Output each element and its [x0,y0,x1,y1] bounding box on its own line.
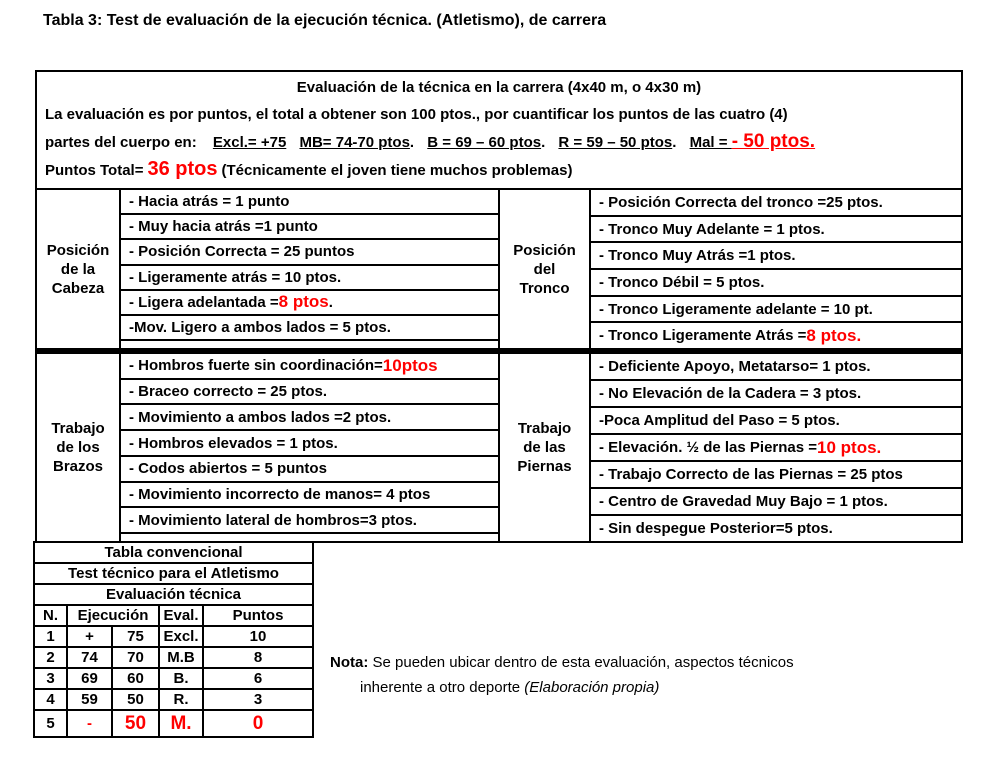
scale-prefix: partes del cuerpo en: [45,134,197,151]
scale-excl: Excl.= +75 [212,134,287,151]
scale-mal-value: - 50 ptos. [731,131,816,152]
criterion-text: - Tronco Muy Adelante = 1 ptos. [599,220,825,238]
cell-e2: 50 [112,710,159,737]
col-header-ejecucion: Ejecución [67,605,159,626]
cell-n: 5 [34,710,67,737]
points-intro: La evaluación es por puntos, el total a obtener son 100 ptos., por cuantificar los puntos de las cuatro (4) [45,106,788,123]
criterion-text: - Sin despegue Posterior=5 ptos. [599,520,833,537]
conv-header-row [34,605,313,626]
grading-scale-line [45,128,953,156]
conv-title-2: Test técnico para el Atletismo [34,563,313,584]
criterion-row [121,354,498,380]
col-header-puntos: Puntos [203,605,313,626]
quadrant-label-cabeza [37,190,121,348]
evaluation-table [35,70,963,543]
criterion-row [591,435,961,462]
criterion-text: - Tronco Débil = 5 ptos. [599,273,765,291]
label-line: de los [56,439,100,456]
note-source: (Elaboración propia) [524,679,660,696]
criterion-row [591,354,961,381]
note-block [330,650,950,700]
criterion-row [121,431,498,457]
criteria-list-piernas [591,354,961,541]
criterion-row [121,291,498,316]
criterion-row [591,408,961,435]
table-header-cell [37,72,961,190]
label-line: Cabeza [51,279,105,297]
cell-e2: 60 [112,668,159,689]
quadrant-label-piernas [498,354,591,541]
quadrant-label-tronco [498,190,591,348]
table-row [34,668,313,689]
top-quadrant-row [37,190,961,354]
scale-mal-label: Mal = [689,134,732,151]
criterion-red: 8 ptos [278,292,329,312]
cell-puntos: 10 [203,626,313,647]
criterion-red: 10 ptos. [817,437,882,457]
quadrant-label-brazos [37,354,121,541]
criterion-row [121,483,498,509]
scale-r: R = 59 – 50 ptos [558,134,673,151]
criterion-text: - Centro de Gravedad Muy Bajo = 1 ptos. [599,493,888,510]
cell-eval: Excl. [159,626,203,647]
cell-eval: R. [159,689,203,710]
criterion-text: -Mov. Ligero a ambos lados = 5 ptos. [129,318,391,336]
conv-title-row [34,542,313,563]
label-line: Piernas [517,458,572,475]
label-line: de la [60,260,96,278]
conv-title-row [34,584,313,605]
criterion-text: - Hombros elevados = 1 ptos. [129,434,338,452]
criterion-row [591,323,961,348]
cell-e2: 75 [112,626,159,647]
cell-e1: + [67,626,112,647]
total-note: (Técnicamente el joven tiene muchos problemas) [221,162,573,179]
label-line: de las [523,439,566,456]
total-value: 36 ptos [147,158,218,180]
col-header-eval: Eval. [159,605,203,626]
criterion-text: - Deficiente Apoyo, Metatarso= 1 ptos. [599,358,871,375]
label-line: Posición [46,241,110,259]
criterion-row [121,266,498,291]
label-line: del [533,260,556,278]
scale-mb: MB= 74-70 ptos [299,134,410,151]
criterion-text: - Movimiento incorrecto de manos= 4 ptos [129,485,431,503]
criterion-row [591,190,961,217]
criterion-text: - Hombros fuerte sin coordinación= [129,357,383,375]
bottom-quadrant-row [37,354,961,541]
criterion-row [591,217,961,244]
note-text: inherente a otro deporte [360,679,521,696]
criteria-list-tronco [591,190,961,348]
criterion-row [591,381,961,408]
cell-puntos: 6 [203,668,313,689]
criterion-row [591,270,961,297]
criterion-text: - Hacia atrás = 1 punto [129,193,290,211]
scale-b: B = 69 – 60 ptos [427,134,542,151]
criterion-row [591,297,961,324]
note-line1 [330,650,950,675]
note-line2 [330,675,950,700]
label-line: Posición [513,241,576,259]
criterion-red: 10ptos [382,355,438,375]
criterion-text: - Movimiento lateral de hombros=3 ptos. [129,511,417,529]
criterion-row [121,215,498,240]
table-title: Evaluación de la técnica en la carrera (4x40 m, o 4x30 m) [296,79,702,96]
cell-e2: 50 [112,689,159,710]
col-header-n: N. [34,605,67,626]
criterion-row [121,405,498,431]
table-row [34,710,313,737]
cell-e2: 70 [112,647,159,668]
conv-title-row [34,563,313,584]
criterion-text: - Muy hacia atrás =1 punto [129,218,318,236]
scale-r-sep: . [672,134,677,151]
criterion-text: - Trabajo Correcto de las Piernas = 25 ptos [599,466,903,483]
cell-puntos: 3 [203,689,313,710]
total-label: Puntos Total= [45,162,144,179]
label-line: Brazos [52,458,104,475]
criterion-text: - Posición Correcta del tronco =25 ptos. [599,193,883,211]
label-line: Trabajo [517,420,572,437]
criterion-text: - Posición Correcta = 25 puntos [129,243,355,261]
conventional-table [33,541,314,738]
cell-n: 3 [34,668,67,689]
cell-puntos: 8 [203,647,313,668]
criterion-tail: . [328,293,333,311]
cell-eval: B. [159,668,203,689]
criterion-row [121,380,498,406]
cell-n: 2 [34,647,67,668]
cell-n: 1 [34,626,67,647]
criterion-text: - Codos abiertos = 5 puntos [129,460,327,478]
cell-e1: 59 [67,689,112,710]
cell-n: 4 [34,689,67,710]
criterion-text: - Tronco Muy Atrás =1 ptos. [599,247,796,265]
conv-title-3: Evaluación técnica [34,584,313,605]
criterion-row [121,457,498,483]
criterion-row [591,462,961,489]
criterion-red: 8 ptos. [806,325,862,345]
criterion-row [121,190,498,215]
criterion-text: - Ligeramente atrás = 10 ptos. [129,268,342,286]
criteria-list-cabeza [121,190,498,348]
note-text: Se pueden ubicar dentro de esta evaluación, aspectos técnicos [372,654,794,671]
criterion-text: - Elevación. ½ de las Piernas = [599,439,818,456]
label-line: Tronco [519,279,570,297]
criterion-text: - Braceo correcto = 25 ptos. [129,383,327,401]
criterion-text: - Tronco Ligeramente Atrás = [599,327,807,345]
cell-eval: M.B [159,647,203,668]
criterion-text: -Poca Amplitud del Paso = 5 ptos. [599,412,840,429]
cell-e1: 69 [67,668,112,689]
cell-e1: - [67,710,112,737]
criterion-row [121,240,498,265]
criterion-text: - Movimiento a ambos lados =2 ptos. [129,408,392,426]
criterion-row [591,489,961,516]
cell-eval: M. [159,710,203,737]
cell-e1: 74 [67,647,112,668]
note-label: Nota: [330,654,369,671]
scale-b-sep: . [541,134,546,151]
table-row [34,626,313,647]
criterion-row [121,508,498,534]
label-line: Trabajo [51,420,105,437]
scale-mb-sep: . [409,134,415,151]
criterion-text: - No Elevación de la Cadera = 3 ptos. [599,385,862,402]
cell-puntos: 0 [203,710,313,737]
table-row [34,689,313,710]
total-line [45,156,953,184]
criterion-text: - Tronco Ligeramente adelante = 10 pt. [599,300,873,318]
conv-title-1: Tabla convencional [34,542,313,563]
criteria-list-brazos [121,354,498,541]
criterion-text: - Ligera adelantada = [129,293,279,311]
page-title: Tabla 3: Test de evaluación de la ejecución técnica. (Atletismo), de carrera [43,12,607,29]
criterion-row [121,316,498,341]
criterion-row [591,516,961,541]
table-row [34,647,313,668]
criterion-row [591,243,961,270]
